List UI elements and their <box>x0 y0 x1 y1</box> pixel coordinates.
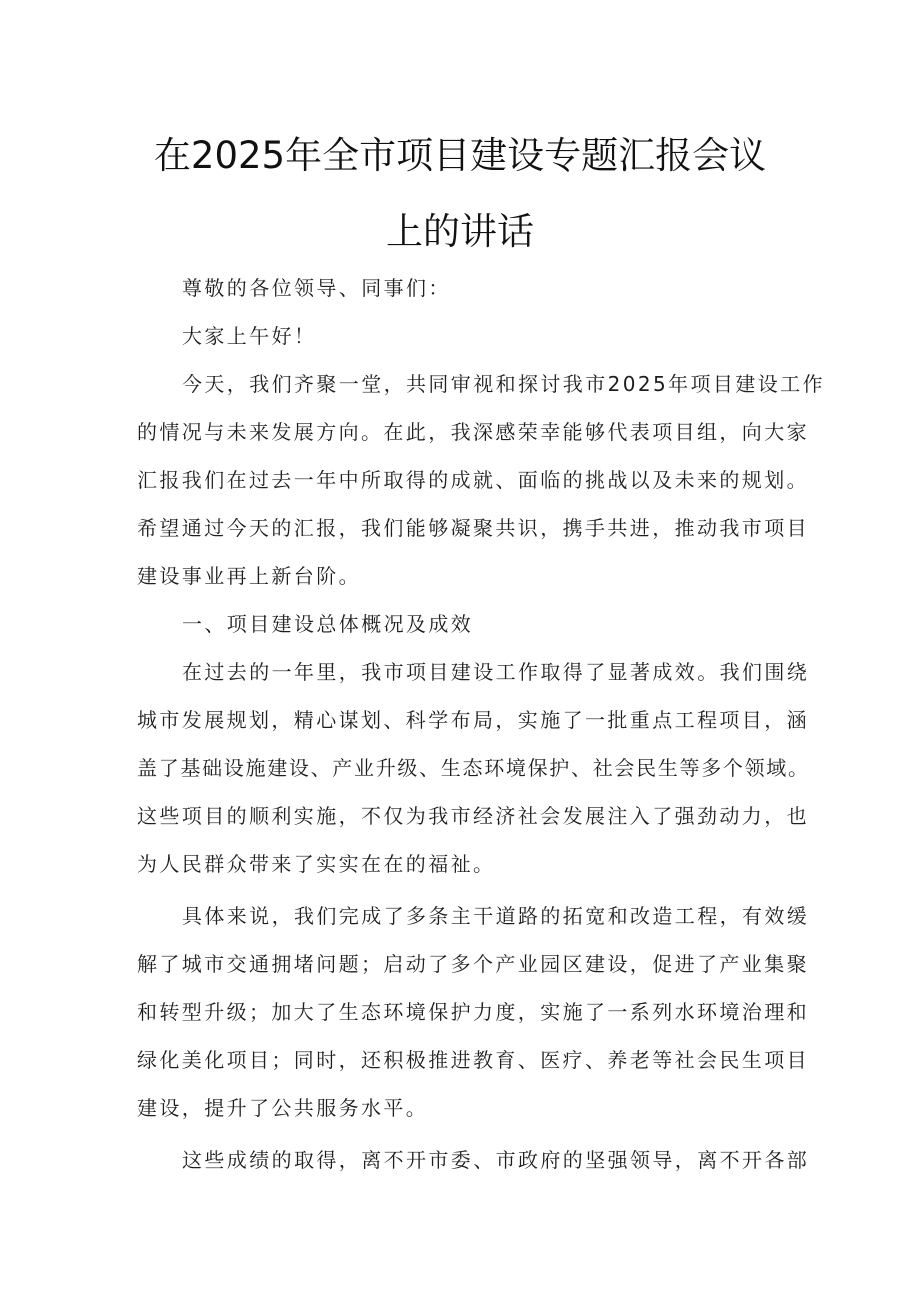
paragraph-line: 具体来说，我们完成了多条主干道路的拓宽和改造工程，有效缓 <box>182 904 810 928</box>
paragraph-line: 绿化美化项目；同时，还积极推进教育、医疗、养老等社会民生项目 <box>137 1048 809 1072</box>
paragraph-line: 这些成绩的取得，离不开市委、市政府的坚强领导，离不开各部 <box>182 1148 810 1172</box>
section-heading: 一、项目建设总体概况及成效 <box>182 612 474 636</box>
paragraph-line: 的情况与未来发展方向。在此，我深感荣幸能够代表项目组，向大家 <box>137 420 809 444</box>
paragraph-line: 建设事业再上新台阶。 <box>137 564 361 588</box>
paragraph-line: 汇报我们在过去一年中所取得的成就、面临的挑战以及未来的规划。 <box>137 468 809 492</box>
document-title-line-2: 上的讲话 <box>386 210 534 253</box>
paragraph-line: 这些项目的顺利实施，不仅为我市经济社会发展注入了强劲动力，也 <box>137 804 809 828</box>
paragraph-line: 在过去的一年里，我市项目建设工作取得了显著成效。我们围绕 <box>182 660 810 684</box>
salutation: 尊敬的各位领导、同事们： <box>182 276 451 300</box>
paragraph-line: 解了城市交通拥堵问题；启动了多个产业园区建设，促进了产业集聚 <box>137 952 809 976</box>
paragraph-line: 建设，提升了公共服务水平。 <box>137 1096 429 1120</box>
paragraph-line: 为人民群众带来了实实在在的福祉。 <box>137 852 496 876</box>
paragraph-line: 希望通过今天的汇报，我们能够凝聚共识，携手共进，推动我市项目 <box>137 516 809 540</box>
paragraph-line: 盖了基础设施建设、产业升级、生态环境保护、社会民生等多个领域。 <box>137 756 810 780</box>
document-title-line-1: 在2025年全市项目建设专题汇报会议 <box>153 134 767 177</box>
greeting: 大家上午好！ <box>182 324 317 348</box>
paragraph-line: 今天，我们齐聚一堂，共同审视和探讨我市2025年项目建设工作 <box>182 372 825 396</box>
paragraph-line: 和转型升级；加大了生态环境保护力度，实施了一系列水环境治理和 <box>137 1000 809 1024</box>
paragraph-line: 城市发展规划，精心谋划、科学布局，实施了一批重点工程项目，涵 <box>137 708 809 732</box>
